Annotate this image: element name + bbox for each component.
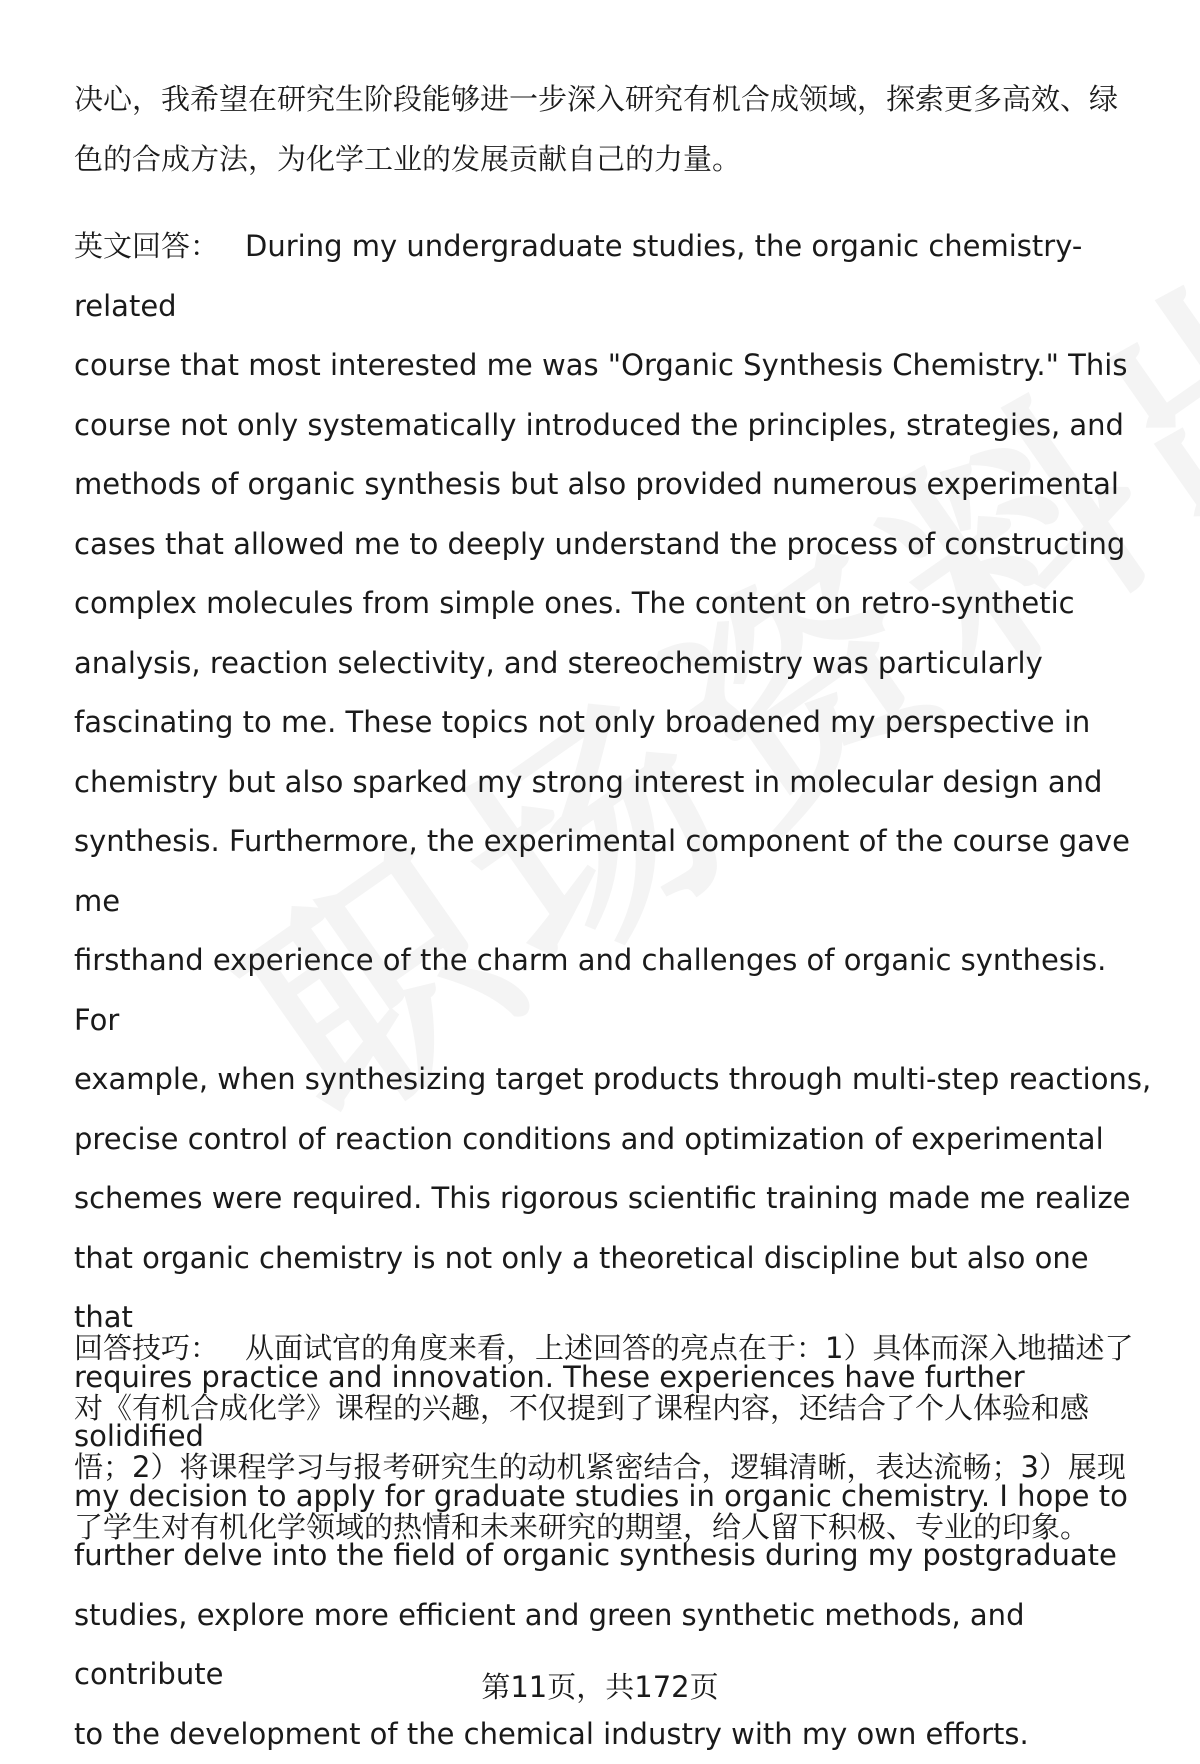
english-answer-line: further delve into the field of organic synthesis during my postgraduate	[74, 1538, 1117, 1572]
answer-tips-line: 对《有机合成化学》课程的兴趣，不仅提到了课程内容，还结合了个人体验和感	[74, 1390, 1090, 1425]
english-answer-line: analysis, reaction selectivity, and stereochemistry was particularly	[74, 645, 1043, 680]
english-answer-line: studies, explore more efficient and green synthetic methods, and contribute	[74, 1597, 1025, 1691]
english-answer-label: 英文回答：	[74, 229, 220, 263]
intro-line: 决心，我希望在研究生阶段能够进一步深入研究有机合成领域，探索更多高效、绿	[74, 82, 1119, 116]
english-answer-line: fascinating to me. These topics not only broadened my perspective in	[74, 705, 1091, 739]
answer-tips-paragraph	[74, 1319, 1154, 1557]
english-answer-line: methods of organic synthesis but also provided numerous experimental	[74, 467, 1119, 501]
english-answer-line: During my undergraduate studies, the organic chemistry-related	[74, 229, 1083, 323]
english-answer-line: example, when synthesizing target products through multi-step reactions,	[74, 1062, 1152, 1096]
english-answer-line: course not only systematically introduced the principles, strategies, and	[74, 407, 1124, 442]
english-answer-line: precise control of reaction conditions and optimization of experimental	[74, 1121, 1104, 1156]
page-number-footer: 第11页，共172页	[481, 1670, 719, 1704]
english-answer-line: chemistry but also sparked my strong interest in molecular design and	[74, 764, 1103, 799]
english-answer-line: firsthand experience of the charm and challenges of organic synthesis. For	[74, 943, 1107, 1037]
answer-tips-line: 了学生对有机化学领域的热情和未来研究的期望，给人留下积极、专业的印象。	[74, 1509, 1090, 1544]
answer-tips-label: 回答技巧：	[74, 1331, 220, 1365]
intro-paragraph	[74, 70, 1154, 189]
english-answer-line: complex molecules from simple ones. The content on retro-synthetic	[74, 586, 1075, 620]
english-answer-line: to the development of the chemical industry with my own efforts.	[74, 1716, 1029, 1751]
english-answer-line: course that most interested me was "Organic Synthesis Chemistry." This	[74, 348, 1128, 382]
intro-line: 色的合成方法，为化学工业的发展贡献自己的力量。	[74, 141, 742, 176]
english-answer-line: cases that allowed me to deeply understand the process of constructing	[74, 526, 1126, 561]
english-answer-line: schemes were required. This rigorous scientific training made me realize	[74, 1181, 1131, 1215]
english-answer-line: requires practice and innovation. These experiences have further solidified	[74, 1359, 1025, 1453]
answer-tips-line: 从面试官的角度来看，上述回答的亮点在于：1）具体而深入地描述了	[245, 1331, 1134, 1365]
english-answer-line: synthesis. Furthermore, the experimental component of the course gave me	[74, 824, 1130, 918]
english-answer-line: that organic chemistry is not only a theoretical discipline but also one that	[74, 1240, 1089, 1334]
english-answer-line: my decision to apply for graduate studies in organic chemistry. I hope to	[74, 1478, 1128, 1513]
answer-tips-line: 悟；2）将课程学习与报考研究生的动机紧密结合，逻辑清晰，表达流畅；3）展现	[74, 1450, 1126, 1484]
